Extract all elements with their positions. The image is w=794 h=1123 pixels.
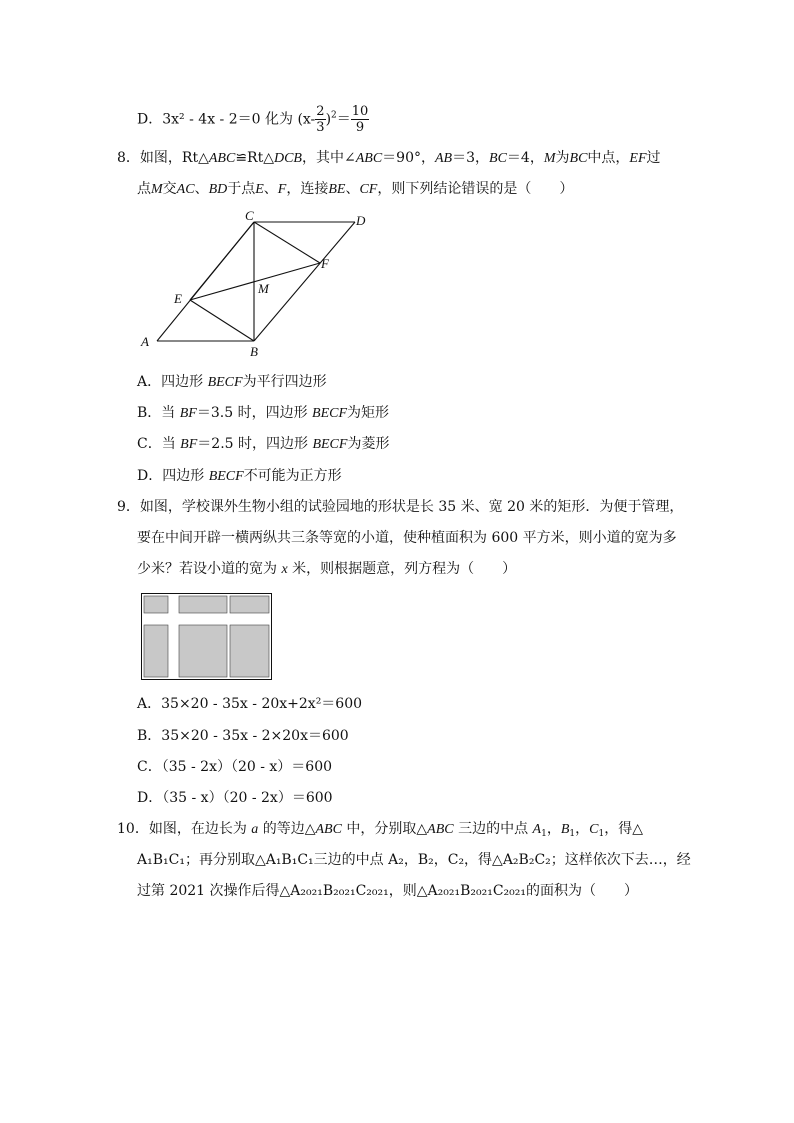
option-letter: B． [137,405,162,421]
text: ， [575,821,590,837]
text: 的等边△ [258,821,316,837]
text: ＝3.5 时，四边形 [196,405,313,421]
text: 过 [646,150,661,166]
text: ，则下列结论错误的是（ ） [377,181,574,197]
option-letter: A． [137,374,162,390]
var: BC [569,151,588,166]
text: 过第 2021 次操作后得△A₂₀₂₁B₂₀₂₁C₂₀₂₁，则△A₂₀₂₁B₂₀₂₁C₂₀₂₁的面积为（ ） [137,883,638,899]
var: C [589,822,599,837]
q8-option-d [137,466,342,487]
var: BE [328,182,346,197]
text: ，得△ [604,821,643,837]
q9-stem-line1 [117,497,683,517]
question-number: 9． [117,499,140,515]
text: 当 [161,436,181,452]
q9-stem-line2 [137,528,677,548]
subscript: 1 [569,829,576,839]
option-letter: D． [137,111,163,128]
option-letter: C． [137,759,162,775]
question-number: 8． [117,150,140,166]
text: 为 [555,150,570,166]
var: ABC [427,822,454,837]
var: AB [435,151,453,166]
text: 三边的中点 [453,821,533,837]
text: 为矩形 [347,405,390,421]
frac-num: 10 [351,104,369,119]
fraction-2-3 [315,104,325,135]
var: BECF [312,437,348,452]
label-d: D [356,213,366,228]
frac-num: 2 [316,104,325,119]
text: 如图，在边长为 [148,821,252,837]
plot-bottom-left [144,625,168,677]
var: CF [359,182,378,197]
var: M [151,182,163,197]
text: ≌Rt△ [235,150,274,166]
var: BECF [208,469,244,484]
text: 如图，Rt△ [139,150,209,166]
option-text: （35 - x）（20 - 2x）＝600 [162,790,333,806]
var: BECF [207,375,243,390]
frac-den: 9 [355,120,365,135]
var: EF [629,151,647,166]
text: 要在中间开辟一横两纵共三条等宽的小道，使种植面积为 600 平方米，则小道的宽为多 [137,530,677,546]
q8-option-c [137,434,389,455]
option-letter: D． [137,468,163,484]
var: DCB [273,151,302,166]
label-f: F [321,256,329,271]
q9-stem-line3 [137,559,516,580]
expr-open: (x- [297,111,316,128]
q10-stem-line1 [117,819,643,840]
text: A₁B₁C₁；再分别取△A₁B₁C₁三边的中点 A₂，B₂，C₂，得△A₂B₂C₂；这样依次下去…，经 [137,852,691,868]
subscript: 1 [598,829,605,839]
text: ＝3， [452,150,490,166]
text: ＝4， [506,150,544,166]
text: 米，则根据题意，列方程为（ ） [287,561,517,577]
var: x [281,562,288,577]
option-letter: B． [137,728,162,744]
text: 不可能为正方形 [243,468,342,484]
text: 四边形 [161,374,208,390]
var: BF [179,406,197,421]
subscript: 1 [541,829,547,839]
var: ABC [315,822,342,837]
label-b: B [250,344,258,359]
q9-option-a [137,694,362,714]
fraction-10-9 [351,104,370,135]
q9-option-b [137,726,349,746]
equals: ＝ [336,111,351,128]
option-letter: D． [137,790,163,806]
exponent: 2 [331,110,337,121]
label-a: A [141,334,149,349]
text: 中点， [587,150,630,166]
text: ，连接 [286,181,329,197]
text: 少米？若设小道的宽为 [137,561,282,577]
text: 为菱形 [347,436,390,452]
segment-bd [254,222,355,341]
label-m: M [258,281,269,296]
q10-stem-line3 [137,881,638,901]
text: ，其中∠ [301,150,356,166]
segment-ce [190,222,254,300]
plot-bottom-middle [179,625,227,677]
expr-close: ) [325,111,332,128]
option-letter: C． [137,436,162,452]
q8-option-b [137,403,389,424]
segment-cf [254,222,320,263]
text: 四边形 [162,468,209,484]
q9-garden-figure [141,593,272,680]
q8-option-a [137,372,327,393]
option-text: （35 - 2x）（20 - x）＝600 [161,759,333,775]
text: 为平行四边形 [242,374,327,390]
text: 交 [162,181,177,197]
text: 、 [263,181,278,197]
segment-ef [190,263,320,300]
frac-den: 3 [316,120,325,135]
text: ＝90°， [382,150,435,166]
question-number: 10． [117,821,149,837]
option-text: 35×20 - 35x - 20x+2x²＝600 [161,696,363,712]
option-text: 35×20 - 35x - 2×20x＝600 [161,728,349,744]
segment-be [190,300,254,341]
text: 如图，学校课外生物小组的试验园地的形状是长 35 米、宽 20 米的矩形．为便于管理， [139,499,684,515]
var: a [251,822,259,837]
text: ＝2.5 时，四边形 [197,436,313,452]
q9-option-d [137,788,333,808]
text: 点 [137,181,151,197]
plot-top-middle [179,596,227,613]
plot-bottom-right [230,625,269,677]
q8-geometry-figure [130,205,380,360]
text: 、 [345,181,360,197]
label-e: E [174,291,182,306]
plot-top-right [230,596,269,613]
text: 当 [161,405,180,421]
plot-top-left [144,596,168,613]
text: ， [546,821,561,837]
var: BF [180,437,198,452]
var: BC [489,151,507,166]
q8-stem-line1 [117,148,661,169]
var: ABC [355,151,383,166]
var: M [543,151,556,166]
text: 、 [194,181,209,197]
var: B [560,822,570,837]
text: 于点 [227,181,256,197]
q9-option-c [137,757,332,777]
text: 中，分别取△ [341,821,428,837]
label-c: C [245,208,254,223]
var: ABC [208,151,236,166]
var: BD [208,182,228,197]
option-letter: A． [137,696,162,712]
var: BECF [312,406,348,421]
var: A [532,822,542,837]
var: AC [176,182,195,197]
q10-stem-line2 [137,850,691,870]
option-text: 3x² - 4x - 2＝0 化为 [162,111,293,128]
var: F [277,182,287,197]
q7-option-d [137,104,369,135]
q8-stem-line2 [137,179,573,200]
var: E [255,182,264,197]
